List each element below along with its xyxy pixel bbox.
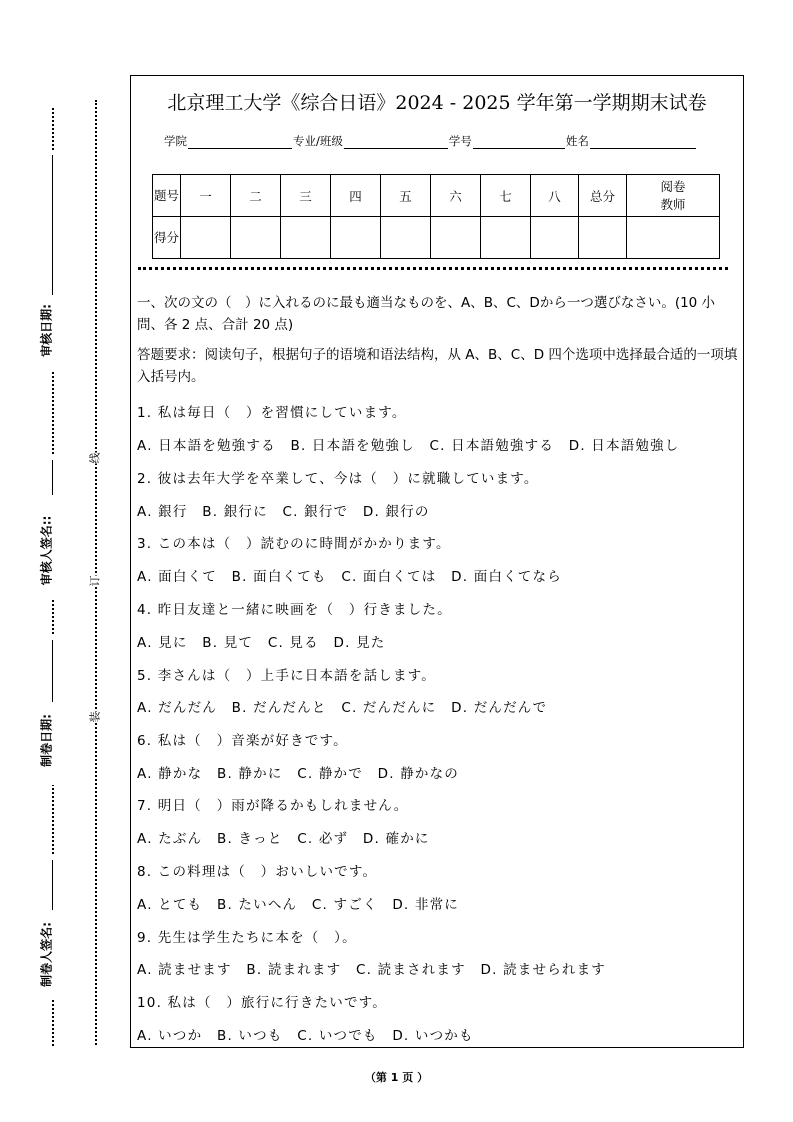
score-col-5: 五 [381,175,431,217]
major-class-field[interactable] [344,136,448,149]
review-date-label: 审核日期: [39,304,54,357]
question-9: 9. 先生は学生たちに本を（ ）。 [137,930,357,946]
question-5-options: A. だんだん B. だんだんと C. だんだんに D. だんだんで [137,700,548,716]
prepare-date-label: 制卷日期: [39,714,54,767]
question-2-options: A. 銀行 B. 銀行に C. 銀行で D. 銀行の [137,504,430,520]
student-info-row [164,133,697,149]
score-col-3: 三 [281,175,331,217]
score-cell-1[interactable] [181,217,231,259]
page-title: 北京理工大学《综合日语》2024 - 2025 学年第一学期期末试卷 [167,92,707,114]
question-5: 5. 李さんは（ ）上手に日本語を話します。 [137,668,436,684]
score-col-8: 八 [531,175,579,217]
college-label: 学院 [164,134,187,148]
reviewer-signature-label: 审核人签名:: [39,515,54,586]
score-cell-total[interactable] [579,217,627,259]
question-8: 8. この料理は（ ）おいしいです。 [137,864,378,880]
student-id-label: 学号 [448,134,472,148]
binding-char-fold: 装 [85,712,105,723]
major-class-label: 专业/班级 [293,134,343,148]
question-10: 10. 私は（ ）旅行に行きたいです。 [137,995,387,1011]
question-9-options: A. 読ませます B. 読まれます C. 読まされます D. 読ませられます [137,962,607,978]
score-col-1: 一 [181,175,231,217]
score-col-grader: 阅卷教师 [627,175,720,217]
score-col-6: 六 [431,175,481,217]
score-cell-2[interactable] [231,217,281,259]
score-table-row1-label: 题号 [153,175,181,217]
score-cell-6[interactable] [431,217,481,259]
binding-dotted-line-right [95,100,97,1045]
score-cell-grader[interactable] [627,217,720,259]
score-col-2: 二 [231,175,281,217]
section-divider [138,267,728,270]
question-3: 3. この本は（ ）読むのに時間がかかります。 [137,536,451,552]
score-col-7: 七 [481,175,531,217]
score-cell-5[interactable] [381,217,431,259]
question-7: 7. 明日（ ）雨が降るかもしれません。 [137,798,409,814]
section-instruction-cn: 答题要求：阅读句子，根据句子的语境和语法结构，从 A、B、C、D 四个选项中选择最合适的一项填入括号内。 [137,347,738,385]
binding-char-bind: 订 [85,576,105,587]
question-8-options: A. とても B. たいへん C. すごく D. 非常に [137,897,460,913]
score-cell-7[interactable] [481,217,531,259]
binding-char-line: 线 [85,453,105,464]
student-id-field[interactable] [473,136,565,149]
exam-frame [130,75,744,1048]
score-table [152,174,720,259]
question-1-options: A. 日本語を勉強する B. 日本語を勉強し C. 日本語勉強する D. 日本語勉強し [137,438,680,454]
score-col-total: 总分 [579,175,627,217]
name-label: 姓名 [565,134,589,148]
preparer-signature-label: 制卷人签名: [39,922,54,987]
question-10-options: A. いつか B. いつも C. いつでも D. いつかも [137,1028,474,1044]
question-4: 4. 昨日友達と一緒に映画を（ ）行きました。 [137,602,452,618]
name-field[interactable] [590,136,696,149]
college-field[interactable] [188,136,292,149]
score-cell-8[interactable] [531,217,579,259]
question-2: 2. 彼は去年大学を卒業して、今は（ ）に就職しています。 [137,471,539,487]
question-3-options: A. 面白くて B. 面白くても C. 面白くては D. 面白くてなら [137,569,562,585]
question-1: 1. 私は毎日（ ）を習慣にしています。 [137,405,407,421]
page-number: （第 1 页 ） [364,1071,429,1084]
question-6-options: A. 静かな B. 静かに C. 静かで D. 静かなの [137,766,460,782]
question-6: 6. 私は（ ）音楽が好きです。 [137,733,348,749]
question-4-options: A. 見に B. 見て C. 見る D. 見た [137,635,386,651]
score-cell-4[interactable] [331,217,381,259]
score-table-row2-label: 得分 [153,217,181,259]
score-cell-3[interactable] [281,217,331,259]
score-col-4: 四 [331,175,381,217]
section-instruction-ja: 一、次の文の（ ）に入れるのに最も適当なものを、A、B、C、Dから一つ選びなさい。(10 小問、各 2 点、合計 20 点) [137,295,716,333]
question-7-options: A. たぶん B. きっと C. 必ず D. 確かに [137,831,430,847]
binding-margin [0,0,125,1122]
